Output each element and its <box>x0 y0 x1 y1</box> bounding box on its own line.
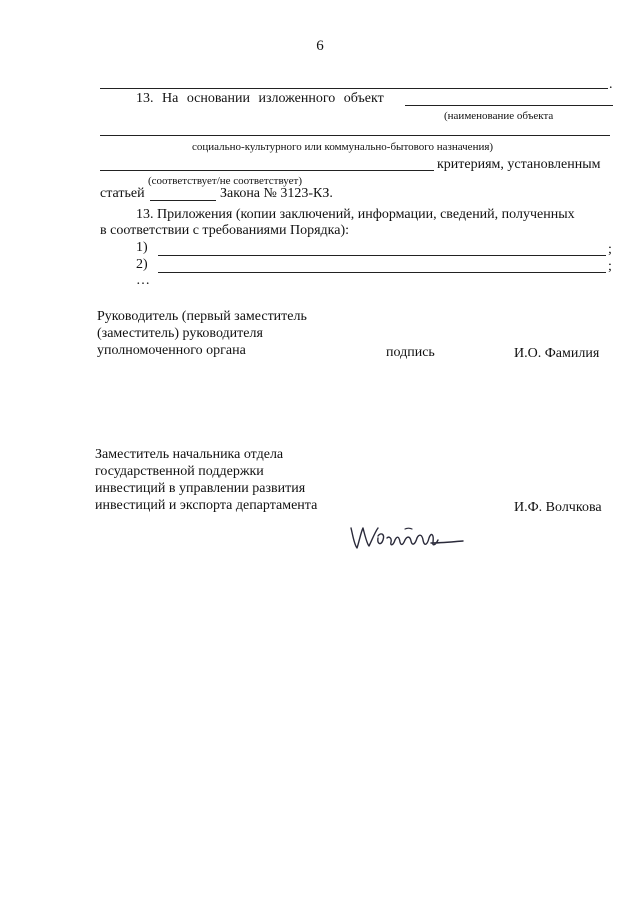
law-suffix: Закона № 3123-КЗ. <box>220 186 333 201</box>
law-prefix: статьей <box>100 186 145 201</box>
blank-line-top <box>100 88 608 89</box>
deputy-title-line-4: инвестиций и экспорта департамента <box>95 498 318 513</box>
section-13-lead: 13. На основании изложенного объект <box>136 91 384 106</box>
caption-object-name: (наименование объекта <box>444 110 554 122</box>
page-number: 6 <box>316 38 324 54</box>
head-title-line-2: (заместитель) руководителя <box>97 326 263 341</box>
attachment-item-2-blank[interactable] <box>158 272 606 273</box>
attachment-item-1-end: ; <box>608 242 612 257</box>
head-title-line-1: Руководитель (первый заместитель <box>97 309 307 324</box>
object-name-blank[interactable] <box>405 105 613 106</box>
caption-object-type: социально-культурного или коммунально-бытового назначения) <box>192 141 494 153</box>
handwritten-signature <box>345 516 465 556</box>
deputy-title-line-1: Заместитель начальника отдела <box>95 447 284 462</box>
attachments-line-1: 13. Приложения (копии заключений, информации, сведений, полученных <box>136 207 575 222</box>
attachment-item-1-num: 1) <box>136 240 148 255</box>
head-name: И.О. Фамилия <box>514 346 600 361</box>
criteria-text: критериям, установленным <box>437 157 601 172</box>
caption-compliance: (соответствует/не соответствует) <box>148 175 302 187</box>
attachments-ellipsis: … <box>136 273 150 288</box>
signature-label: подпись <box>386 345 435 360</box>
law-article-blank[interactable] <box>150 200 216 201</box>
compliance-blank[interactable] <box>100 170 434 171</box>
attachment-item-1-blank[interactable] <box>158 255 606 256</box>
attachment-item-2-num: 2) <box>136 257 148 272</box>
deputy-name: И.Ф. Волчкова <box>514 500 602 515</box>
attachments-line-2: в соответствии с требованиями Порядка): <box>100 223 349 238</box>
attachment-item-2-end: ; <box>608 259 612 274</box>
head-title-line-3: уполномоченного органа <box>97 343 246 358</box>
object-name-blank-2[interactable] <box>100 135 610 136</box>
deputy-title-line-2: государственной поддержки <box>95 464 264 479</box>
line-end-period: . <box>609 77 613 92</box>
deputy-title-line-3: инвестиций в управлении развития <box>95 481 306 496</box>
